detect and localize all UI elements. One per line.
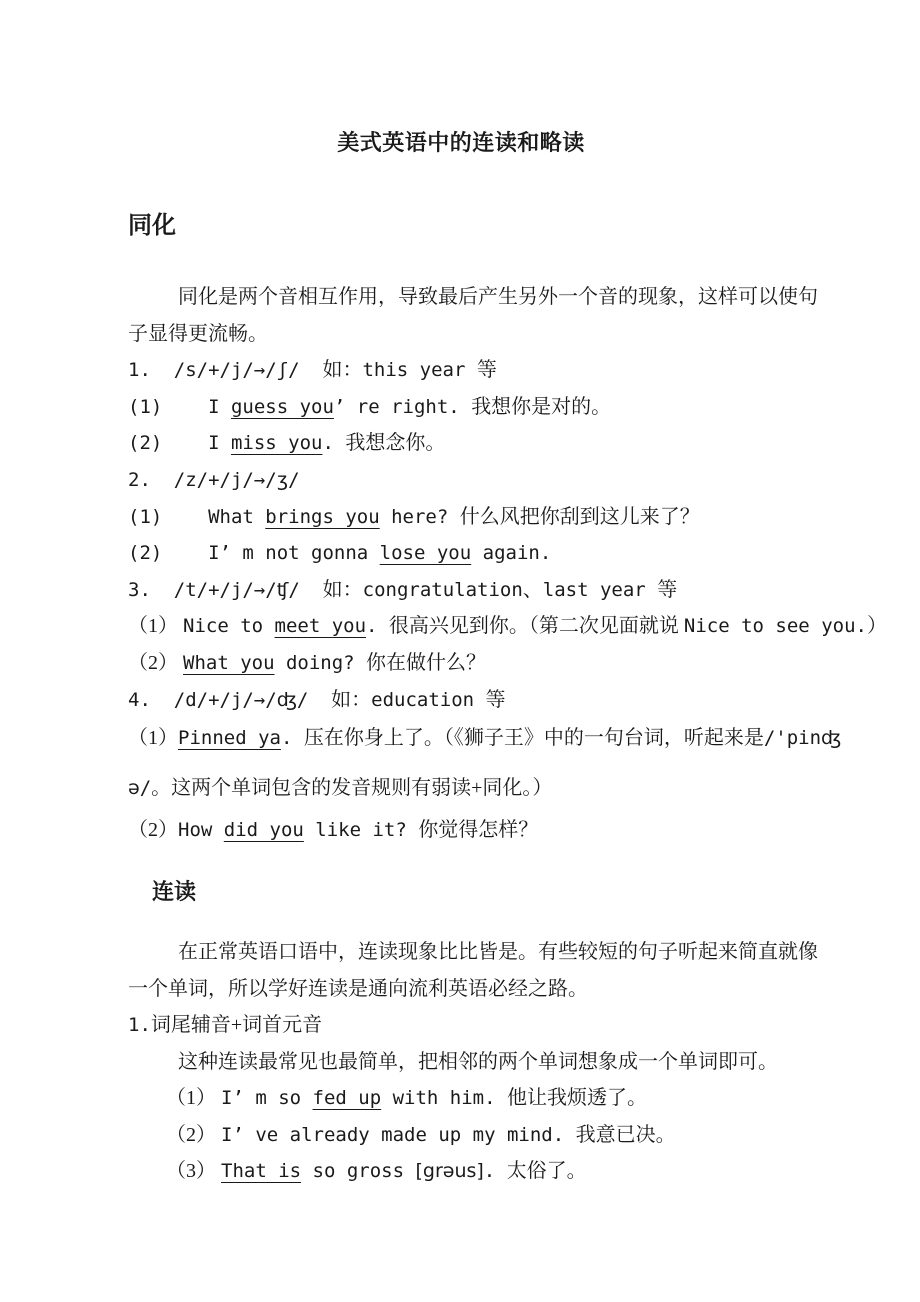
text-segment: 等 [485,688,506,711]
text-segment: . [483,1160,507,1183]
text-segment: 很高兴见到你。（第二次见面就说 [388,615,684,638]
text-segment: How [178,819,224,842]
text-segment: (2) I [128,432,231,455]
text-segment: 3. /t/+/j/→/ [128,578,277,601]
text-line [128,352,794,389]
text-segment: （1） [128,727,178,750]
text-segment: ） [866,615,887,638]
text-segment: / [296,688,332,711]
text-segment: congratulation [362,578,523,601]
text-line [128,934,818,971]
text-segment: 太俗了。 [506,1160,587,1183]
text-segment: Nice to see you. [683,615,867,638]
text-segment: 。这两个单词包含的发音规则有弱读+同化。） [151,776,553,799]
underlined-text-segment: guess you [230,395,334,418]
text-segment: 一个单词，所以学好连读是通向流利英语必经之路。 [128,977,588,1000]
text-segment: (1) I [128,395,231,418]
underlined-text-segment: That is [221,1160,302,1183]
underlined-text-segment: What you [183,651,275,674]
text-segment: 、 [522,578,543,601]
section-liaison-body [128,934,818,1190]
text-segment: 1. /s/+/j/→/ʃ/ [128,359,323,382]
text-segment: [grəus] [415,1160,484,1183]
text-segment: 你觉得怎样？ [418,819,539,842]
text-line [128,1080,794,1117]
section-heading-liaison: 连读 [152,878,197,904]
text-segment: ə [128,776,140,799]
underlined-text-segment: lose you [379,542,472,565]
text-segment: / [288,578,323,601]
text-line [128,572,794,609]
text-line [128,682,794,719]
text-segment: I’ ve already made up my mind. [221,1123,576,1146]
underlined-text-segment: fed up [312,1087,382,1110]
text-segment: here? [379,505,460,528]
text-segment: 我意已决。 [575,1123,676,1146]
text-segment: 词尾辅音+词首元音 [150,1014,323,1037]
text-segment: ʧ [276,578,289,601]
text-segment: 等 [657,578,678,601]
text-segment: 你在做什么？ [366,651,487,674]
text-segment: /'pin [763,727,822,750]
text-segment: （2） [128,819,178,842]
document-title: 美式英语中的连读和略读 [337,130,585,155]
text-line [128,316,794,353]
text-segment: （3） [166,1160,221,1183]
text-segment: Nice to [183,615,275,638]
text-segment: 他让我烦透了。 [507,1087,647,1110]
text-segment: （2） [128,651,183,674]
text-line [128,971,794,1008]
text-segment: ʤ [276,688,297,711]
text-segment: doing? [274,651,367,674]
text-segment: (2) I’ m not gonna [128,542,380,565]
text-segment: 如： [322,359,363,382]
text-segment: 我想念你。 [345,432,446,455]
underlined-text-segment: Pinned ya [178,727,281,750]
text-segment: 如： [331,688,372,711]
text-segment: 2. /z/+/j/→/ʒ/ [128,468,300,491]
text-segment: last year [542,578,658,601]
text-line [128,1153,794,1190]
text-segment: ʤ [821,727,842,750]
text-line [128,389,794,426]
text-segment: 我想你是对的。 [471,395,612,418]
text-segment: （1） [128,615,183,638]
text-segment: 在正常英语口语中，连读现象比比皆是。有些较短的句子听起来简直就像 [178,940,818,963]
text-segment: 压在你身上了。（《狮子王》中的一句台词，听起来是 [303,727,764,750]
text-line [128,535,794,572]
text-line [128,645,794,682]
text-segment: 这种连读最常见也最简单，把相邻的两个单词想象成一个单词即可。 [178,1050,778,1073]
underlined-text-segment: meet you [274,615,367,638]
text-segment: like it? [303,819,419,842]
text-segment: / [139,776,152,799]
text-line [128,608,887,645]
text-segment: 等 [476,359,497,382]
text-line [128,770,794,807]
underlined-text-segment: brings you [265,505,380,528]
section-assimilation-body [128,279,887,849]
text-segment: . [366,615,389,638]
underlined-text-segment: miss you [230,432,323,455]
text-segment: again. [471,542,552,565]
text-line [128,279,818,316]
text-segment: education [371,688,486,711]
text-line [128,1007,794,1044]
text-line [128,462,794,499]
text-segment: with him. [381,1087,507,1110]
text-segment: 同化是两个音相互作用，导致最后产生另外一个音的现象，这样可以使句 [178,286,818,308]
text-segment: 子显得更流畅。 [128,322,268,345]
text-segment: . [280,727,304,750]
text-segment: I’ m so [221,1087,313,1110]
text-line [128,1044,794,1081]
text-segment: 什么风把你刮到这儿来了？ [459,505,700,528]
text-segment: this year [362,359,477,382]
text-segment: 4. /d/+/j/→/ [128,688,277,711]
text-segment: ’ re right. [333,395,472,418]
text-line [128,720,842,757]
section-heading-assimilation: 同化 [128,212,176,239]
text-line [128,499,794,536]
underlined-text-segment: did you [223,819,304,842]
text-segment: 1. [128,1014,151,1037]
text-segment: so gross [301,1160,416,1183]
text-segment: （1） [166,1087,221,1110]
text-line [128,425,794,462]
text-segment: (1) What [128,505,266,528]
text-line [128,1117,794,1154]
text-segment: （2） [166,1123,221,1146]
text-segment: . [322,432,346,455]
text-line [128,812,794,849]
text-segment: 如： [322,578,363,601]
